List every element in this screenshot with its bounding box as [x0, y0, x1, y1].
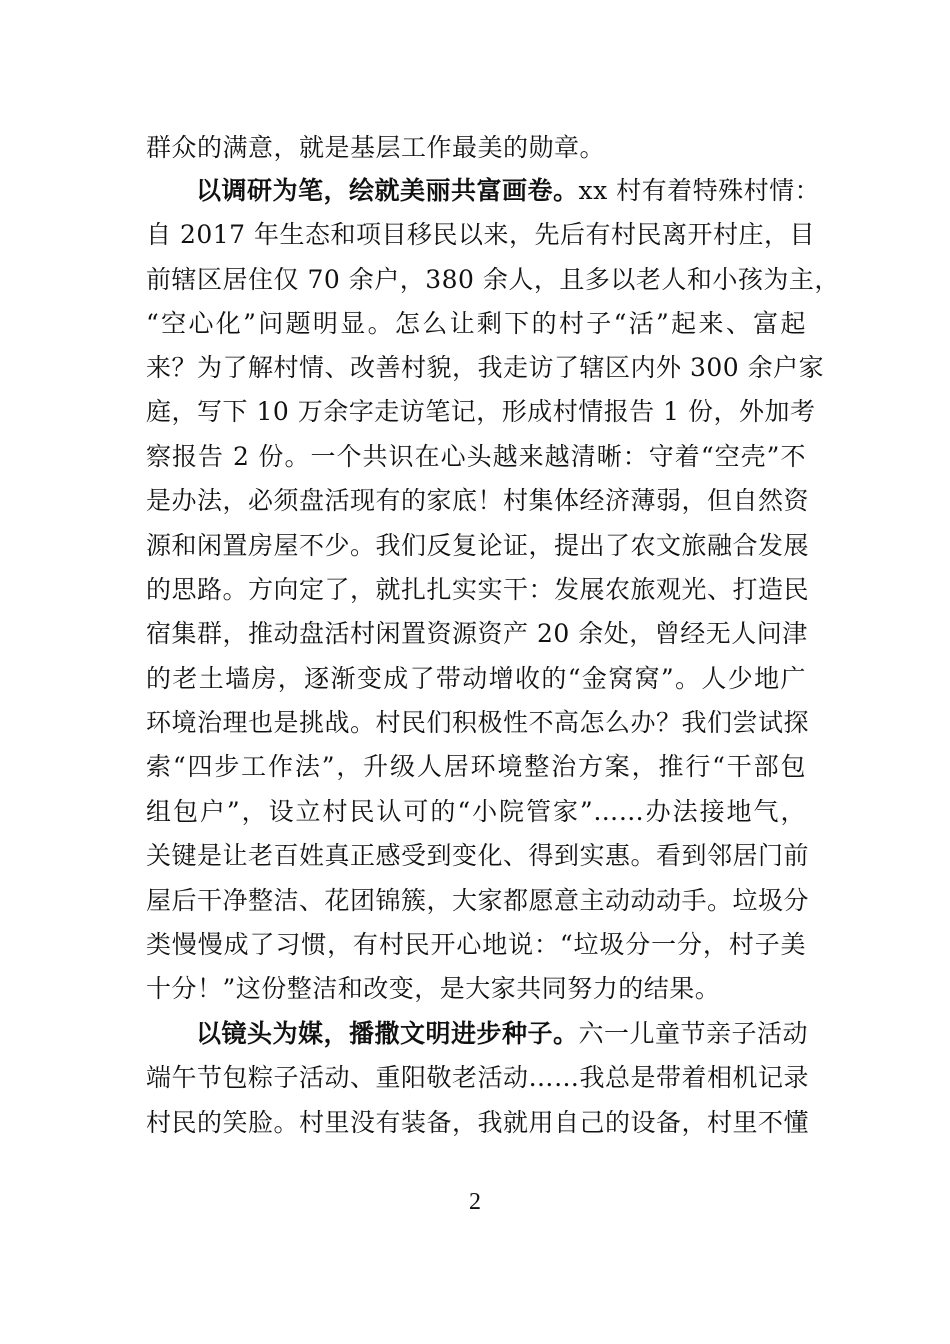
body-line	[146, 701, 810, 745]
line-text: 关键是让老百姓真正感受到变化、得到实惠。看到邻居门前	[146, 841, 810, 870]
body-line	[146, 346, 825, 390]
line-text: 环境治理也是挑战。村民们积极性不高怎么办？我们尝试探	[146, 708, 810, 737]
body-line	[146, 524, 810, 568]
body-line	[146, 568, 810, 612]
line-text: 组包户”，设立村民认可的“小院管家”……办法接地气，	[146, 797, 806, 826]
body-line	[146, 745, 806, 789]
line-text: “空心化”问题明显。怎么让剩下的村子“活”起来、富起	[146, 309, 806, 338]
line-text: 村民的笑脸。村里没有装备，我就用自己的设备，村里不懂	[146, 1108, 810, 1137]
body-line	[146, 435, 806, 479]
line-text: 类慢慢成了习惯，有村民开心地说：“垃圾分一分，村子美	[146, 930, 806, 959]
section-heading: 以调研为笔，绘就美丽共富画卷。	[196, 176, 579, 205]
line-text: 索“四步工作法”，升级人居环境整治方案，推行“干部包	[146, 752, 806, 781]
body-line	[146, 213, 816, 257]
line-text: 自 2017 年生态和项目移民以来，先后有村民离开村庄，目	[146, 220, 816, 249]
line-text: 源和闲置房屋不少。我们反复论证，提出了农文旅融合发展	[146, 531, 810, 560]
section-heading: 以镜头为媒，播撒文明进步种子。	[196, 1019, 579, 1048]
line-text: 宿集群，推动盘活村闲置资源资产 20 余处，曾经无人问津	[146, 619, 808, 648]
line-text: 庭，写下 10 万余字走访笔记，形成村情报告 1 份，外加考	[146, 397, 816, 426]
line-text: 的老土墙房，逐渐变成了带动增收的“金窝窝”。人少地广	[146, 664, 806, 693]
line-text: 十分！”这份整洁和改变，是大家共同努力的结果。	[146, 974, 721, 1003]
line-text: 察报告 2 份。一个共识在心头越来越清晰：守着“空壳”不	[146, 442, 806, 471]
body-line	[146, 1056, 810, 1100]
section-heading-line	[196, 169, 821, 213]
body-line	[146, 612, 806, 656]
body-line	[146, 923, 806, 967]
line-text: 屋后干净整洁、花团锦簇，大家都愿意主动动动手。垃圾分	[146, 886, 810, 915]
body-line	[146, 657, 806, 701]
body-line	[146, 834, 810, 878]
body-line	[146, 967, 806, 1011]
page-number: 2	[469, 1189, 481, 1215]
line-text: 是办法，必须盘活现有的家底！村集体经济薄弱，但自然资	[146, 486, 810, 515]
line-text: 群众的满意，就是基层工作最美的勋章。	[146, 133, 606, 162]
body-line	[146, 479, 810, 523]
body-line	[146, 390, 816, 434]
body-line	[146, 302, 806, 346]
body-line	[146, 258, 840, 302]
body-line	[146, 790, 806, 834]
line-text: 的思路。方向定了，就扎扎实实干：发展农旅观光、打造民	[146, 575, 810, 604]
body-line	[146, 126, 806, 170]
line-text: xx 村有着特殊村情：	[578, 176, 821, 205]
body-line	[146, 879, 810, 923]
line-text: 端午节包粽子活动、重阳敬老活动……我总是带着相机记录	[146, 1063, 810, 1092]
line-text: 六一儿童节亲子活动	[578, 1019, 809, 1048]
line-text: 前辖区居住仅 70 余户，380 余人，且多以老人和小孩为主，	[146, 265, 840, 294]
section-heading-line	[196, 1012, 809, 1056]
body-line	[146, 1101, 810, 1145]
line-text: 来？为了解村情、改善村貌，我走访了辖区内外 300 余户家	[146, 353, 825, 382]
